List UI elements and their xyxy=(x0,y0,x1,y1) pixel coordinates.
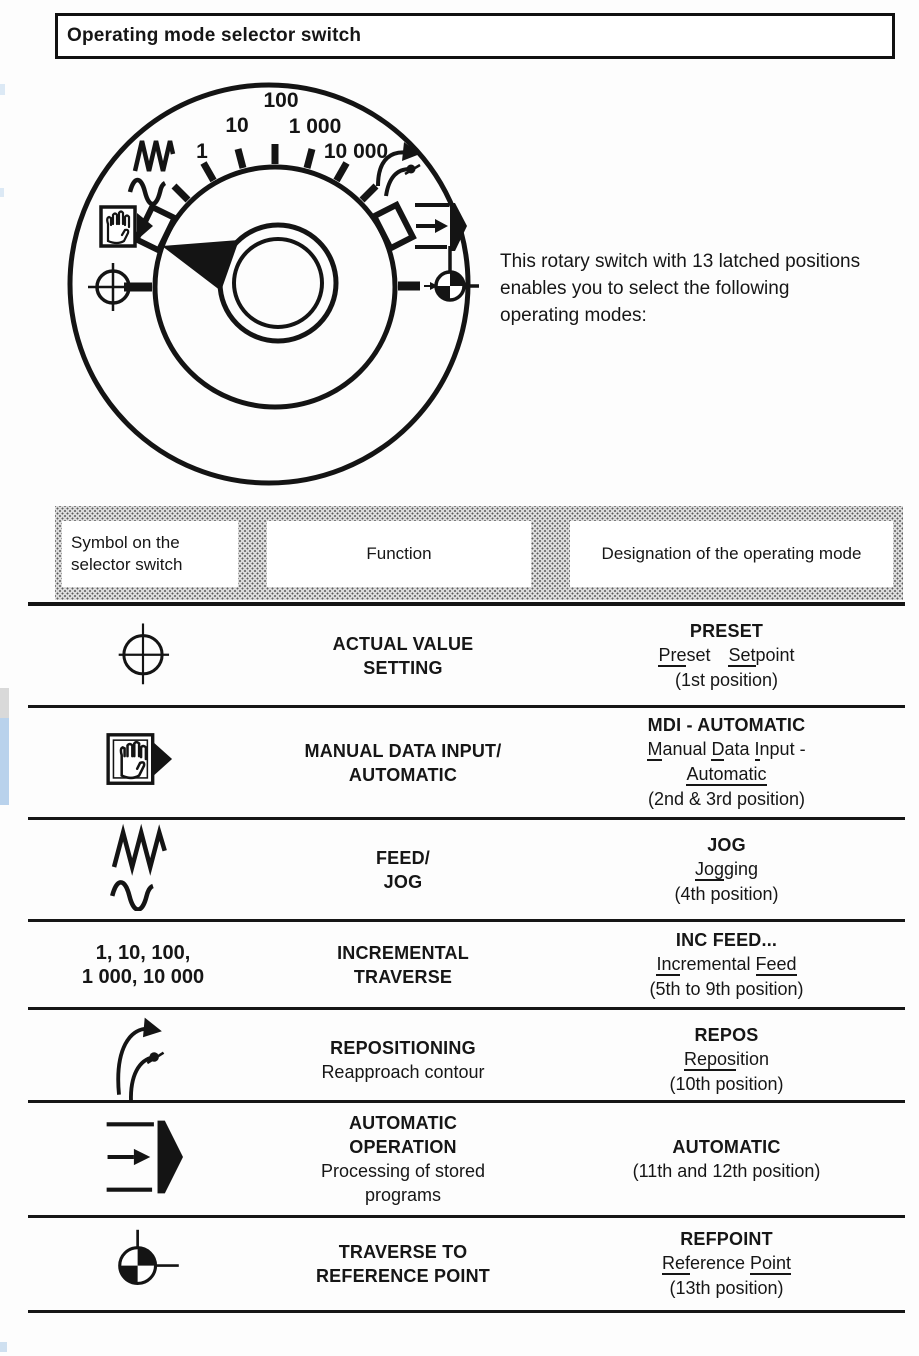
symbol-cell xyxy=(97,1117,189,1202)
function-line: TRAVERSE xyxy=(353,966,453,987)
symbol-cell xyxy=(104,729,182,796)
subtitle-segment: Pre xyxy=(658,644,687,665)
function-line: INCREMENTAL xyxy=(337,942,469,963)
refpoint-icon xyxy=(105,1228,181,1296)
mode-position: (10th position) xyxy=(669,1073,784,1094)
mode-name: INC FEED... xyxy=(675,929,778,950)
subtitle-segment: ging xyxy=(724,858,759,879)
table-header-strip xyxy=(55,506,903,600)
mode-subtitle xyxy=(669,1047,783,1072)
table-row xyxy=(28,708,905,820)
subtitle-segment: D xyxy=(711,739,725,759)
function-line: FEED/ xyxy=(375,847,430,868)
function-line: MANUAL DATA INPUT/ xyxy=(304,740,502,761)
increments-line: 1 000, 10 000 xyxy=(81,965,205,988)
mode-table-rows xyxy=(28,606,905,1313)
function-line: AUTOMATIC xyxy=(348,1113,458,1133)
mode-subtitle xyxy=(662,1251,791,1276)
designation-cell xyxy=(669,1023,783,1097)
table-row xyxy=(28,922,905,1010)
symbol-cell xyxy=(105,1228,181,1301)
subtitle-segment: point xyxy=(755,644,795,665)
table-row xyxy=(28,820,905,922)
mode-position: (5th to 9th position) xyxy=(649,978,804,999)
designation-cell xyxy=(674,833,778,907)
designation-cell xyxy=(658,619,794,693)
feedjog-icon xyxy=(105,823,181,911)
col-header-function: Function xyxy=(267,521,531,587)
subtitle-segment: erence xyxy=(689,1253,751,1273)
mode-subtitle xyxy=(647,762,805,787)
scan-artifact xyxy=(0,188,4,197)
function-line: REPOSITIONING xyxy=(330,1037,476,1058)
function-line: AUTOMATIC xyxy=(348,764,458,785)
mode-position: (1st position) xyxy=(674,669,779,690)
function-line: programs xyxy=(364,1185,442,1205)
mode-subtitle xyxy=(674,857,778,882)
designation-cell xyxy=(633,1135,821,1184)
rotary-switch-diagram xyxy=(58,74,482,498)
preset-icon xyxy=(110,620,176,686)
knob-pointer xyxy=(162,240,239,291)
function-cell xyxy=(337,941,469,989)
table-row xyxy=(28,1010,905,1103)
col-header-symbol: Symbol on the selector switch xyxy=(62,521,238,587)
mode-name: JOG xyxy=(707,834,746,855)
dial-ring-circle xyxy=(155,167,395,407)
subtitle-segment: Feed xyxy=(755,953,797,974)
scan-artifact xyxy=(0,84,5,95)
function-cell xyxy=(333,632,474,680)
mode-name: MDI - AUTOMATIC xyxy=(647,715,806,735)
dial-label-10: 10 xyxy=(225,114,249,137)
mode-position: (4th position) xyxy=(674,883,779,904)
auto-icon xyxy=(415,203,467,251)
function-line: JOG xyxy=(383,871,423,892)
function-line: Processing of stored xyxy=(320,1161,486,1181)
function-cell xyxy=(321,1111,485,1207)
symbol-cell xyxy=(105,823,181,916)
subtitle-segment: ition xyxy=(735,1048,770,1069)
subtitle-segment: Inc xyxy=(656,953,681,974)
function-line: Reapproach contour xyxy=(321,1061,485,1082)
mode-subtitle xyxy=(649,952,803,977)
mode-name: PRESET xyxy=(689,620,764,641)
mode-name: AUTOMATIC xyxy=(672,1136,781,1157)
subtitle-segment xyxy=(710,645,728,665)
subtitle-segment: remental xyxy=(680,953,756,974)
table-row xyxy=(28,1103,905,1218)
subtitle-segment: anual xyxy=(662,739,712,759)
function-line: SETTING xyxy=(363,657,443,678)
refpoint-icon xyxy=(424,246,479,300)
table-row xyxy=(28,606,905,708)
increments-line: 1, 10, 100, xyxy=(95,941,191,964)
dial-label-10000: 10 000 xyxy=(323,140,389,163)
designation-cell xyxy=(649,928,803,1002)
dial-label-1000: 1 000 xyxy=(288,115,342,138)
table-row xyxy=(28,1218,905,1313)
auto-icon xyxy=(97,1117,189,1197)
function-line: OPERATION xyxy=(349,1137,457,1157)
mode-name: REFPOINT xyxy=(680,1229,773,1249)
subtitle-segment: Set xyxy=(728,644,756,665)
subtitle-segment: I xyxy=(754,739,760,759)
function-line: ACTUAL VALUE xyxy=(332,633,474,654)
subtitle-segment: M xyxy=(647,739,663,759)
subtitle-segment: ata xyxy=(724,739,755,759)
function-line: TRAVERSE TO xyxy=(338,1242,468,1262)
subtitle-segment: Point xyxy=(750,1253,792,1273)
function-cell xyxy=(305,739,502,787)
mdi-hand-icon xyxy=(101,207,153,246)
subtitle-segment: Jog xyxy=(694,858,724,879)
mode-name: REPOS xyxy=(694,1024,759,1045)
latch-rect-auto xyxy=(374,205,413,248)
mode-position: (11th and 12th position) xyxy=(632,1160,821,1181)
dial-description: This rotary switch with 13 latched positions enables you to select the following operating modes: xyxy=(500,251,861,326)
mode-position: (2nd & 3rd position) xyxy=(647,789,806,809)
repos-icon xyxy=(107,1010,179,1104)
designation-cell xyxy=(647,713,805,812)
mode-position: (13th position) xyxy=(669,1278,784,1298)
preset-icon xyxy=(88,263,140,311)
dial-label-100: 100 xyxy=(263,89,299,112)
selector-knob-inner xyxy=(234,239,322,327)
symbol-cell xyxy=(82,941,204,989)
symbol-cell xyxy=(107,1010,179,1109)
function-cell xyxy=(321,1036,484,1084)
col-header-designation: Designation of the operating mode xyxy=(570,521,893,587)
symbol-cell xyxy=(110,620,176,691)
subtitle-segment: set xyxy=(686,644,711,665)
subtitle-segment: Ref xyxy=(661,1253,690,1273)
dial-label-1: 1 xyxy=(196,140,208,163)
function-line: REFERENCE POINT xyxy=(315,1266,491,1286)
subtitle-segment: Repos xyxy=(683,1048,736,1069)
scan-artifact xyxy=(0,1342,7,1352)
scan-artifact xyxy=(0,718,9,805)
function-cell xyxy=(316,1240,490,1288)
mdi-icon xyxy=(104,729,182,791)
page-title-box xyxy=(55,13,895,59)
feed-jog-icon xyxy=(130,141,173,204)
scan-artifact xyxy=(0,688,9,718)
mode-subtitle xyxy=(647,737,805,762)
function-cell xyxy=(376,846,430,894)
subtitle-segment: Automatic xyxy=(686,764,767,784)
subtitle-segment: nput - xyxy=(759,739,806,759)
designation-cell xyxy=(662,1227,791,1301)
mode-subtitle xyxy=(658,643,794,668)
page-title: Operating mode selector switch xyxy=(67,25,362,46)
increments-label xyxy=(82,941,204,989)
